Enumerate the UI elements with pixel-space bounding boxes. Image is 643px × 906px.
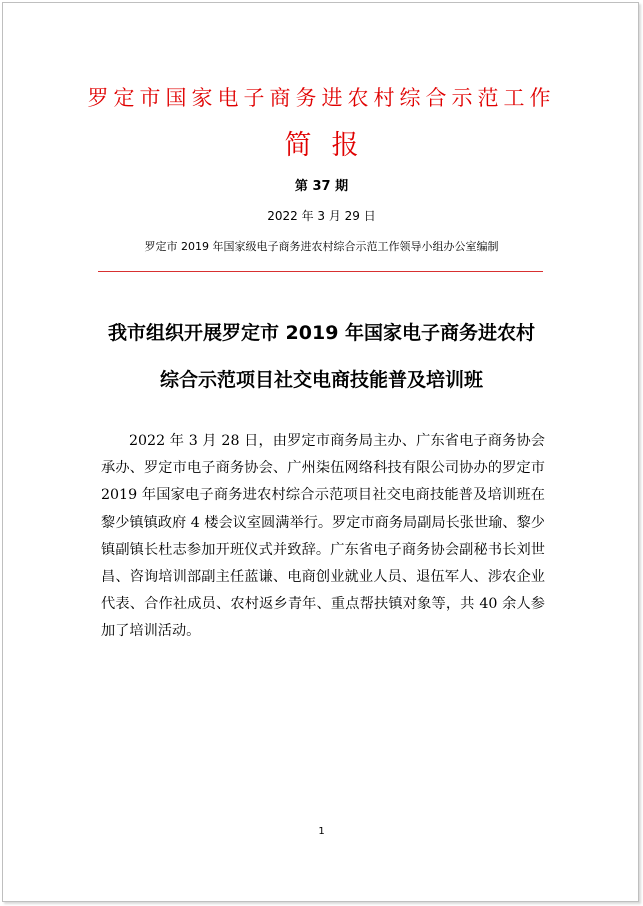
brief-title-char-2: 报	[331, 130, 359, 161]
issue-number: 第 37 期	[294, 179, 349, 194]
article-title-line-1: 我市组织开展罗定市 2019 年国家电子商务进农村	[107, 322, 536, 344]
page-number: 1	[318, 826, 325, 837]
header-divider	[98, 271, 543, 272]
brief-title-char-1: 简	[284, 130, 312, 161]
compiler-line: 罗定市 2019 年国家级电子商务进农村综合示范工作领导小组办公室编制	[144, 240, 499, 253]
org-title: 罗定市国家电子商务进农村综合示范工作	[87, 86, 556, 110]
issue-date: 2022 年 3 月 29 日	[267, 209, 376, 223]
article-title-line-2: 综合示范项目社交电商技能普及培训班	[159, 369, 483, 391]
article-body: 2022 年 3 月 28 日，由罗定市商务局主办、广东省电子商务协会承办、罗定市电子商务协会、广州柒伍网络科技有限公司协办的罗定市 2019 年国家电子商务进农村综合示范项目社交电商技能普及培训班在黎少镇镇政府 4 楼会议室圆满举行。罗定市商务局副局长张世瑜、黎少镇副镇长杜志参加开班仪式并致辞。广东省电子商务协会副秘书长刘世昌、咨询培训部副主任蓝谦、电商创业就业人员、退伍军人、涉农企业代表、合作社成员、农村返乡青年、重点帮扶镇对象等，共 40 余人参加了培训活动。	[101, 433, 545, 640]
brief-title	[0, 123, 643, 162]
